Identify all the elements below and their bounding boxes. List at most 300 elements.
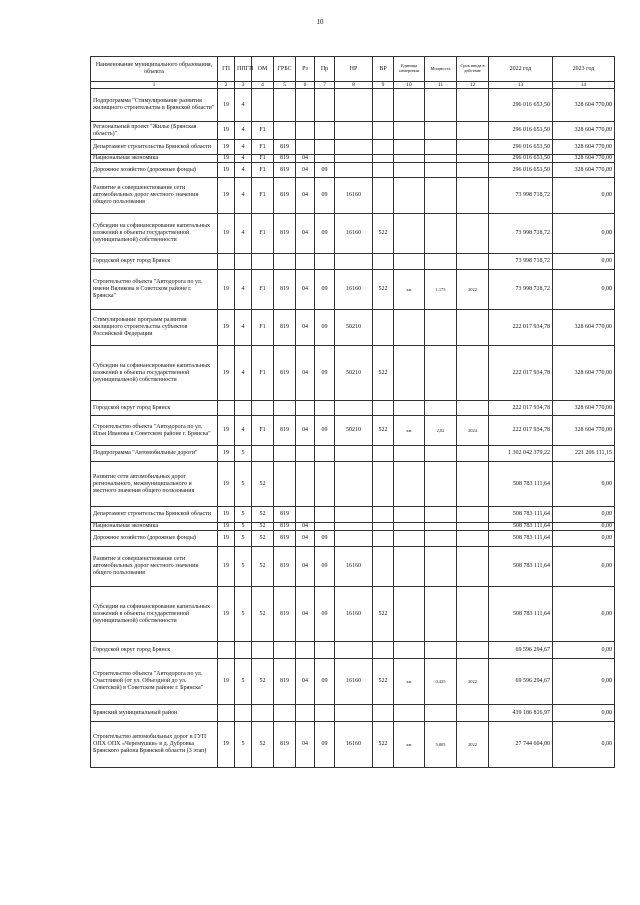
- row-power: [425, 507, 457, 523]
- row-nr: [335, 446, 373, 462]
- row-amount-2023: 0,00: [553, 507, 615, 523]
- row-gp: 19: [218, 140, 235, 155]
- row-year: [457, 346, 489, 401]
- row-vr: [373, 163, 394, 178]
- column-number: 8: [335, 82, 373, 89]
- row-pr: 09: [315, 310, 335, 346]
- row-grbs: [274, 122, 296, 140]
- row-name: Городской округ город Брянск: [91, 254, 218, 270]
- row-gp: 19: [218, 462, 235, 507]
- row-amount-2022: 73 998 718,72: [489, 214, 553, 254]
- row-amount-2023: 0,00: [553, 547, 615, 587]
- row-unit: км: [394, 659, 425, 705]
- row-vr: 522: [373, 416, 394, 446]
- row-grbs: [274, 705, 296, 722]
- column-number: 13: [489, 82, 553, 89]
- row-rz: 04: [296, 163, 315, 178]
- row-amount-2022: 508 783 111,64: [489, 587, 553, 642]
- row-power: 0,425: [425, 659, 457, 705]
- column-number: 10: [394, 82, 425, 89]
- row-gp: [218, 642, 235, 659]
- row-amount-2023: 0,00: [553, 462, 615, 507]
- row-unit: [394, 547, 425, 587]
- column-number: 3: [235, 82, 252, 89]
- row-om: F1: [252, 416, 274, 446]
- row-unit: [394, 346, 425, 401]
- row-amount-2022: 222 017 934,78: [489, 346, 553, 401]
- row-gp: 19: [218, 214, 235, 254]
- row-power: 2,02: [425, 416, 457, 446]
- row-grbs: 819: [274, 310, 296, 346]
- row-amount-2022: 73 998 718,72: [489, 270, 553, 310]
- row-rz: 04: [296, 310, 315, 346]
- row-pr: [315, 401, 335, 416]
- row-pr: 09: [315, 547, 335, 587]
- row-om: F1: [252, 214, 274, 254]
- row-year: 2022: [457, 659, 489, 705]
- row-name: Подпрограмма "Автомобильные дороги": [91, 446, 218, 462]
- row-grbs: [274, 642, 296, 659]
- row-gp: 19: [218, 547, 235, 587]
- row-nr: [335, 140, 373, 155]
- row-ppgp: 5: [235, 587, 252, 642]
- row-grbs: 819: [274, 346, 296, 401]
- table-row: [91, 346, 615, 401]
- row-amount-2023: 328 604 770,00: [553, 163, 615, 178]
- row-rz: [296, 140, 315, 155]
- row-amount-2022: 27 744 604,00: [489, 722, 553, 768]
- row-unit: [394, 705, 425, 722]
- row-pr: 09: [315, 587, 335, 642]
- row-gp: 19: [218, 122, 235, 140]
- row-name: Развитие и совершенствование сети автомобильных дорог местного значения общего пользования: [91, 547, 218, 587]
- row-om: 52: [252, 659, 274, 705]
- row-grbs: [274, 254, 296, 270]
- row-power: [425, 705, 457, 722]
- row-ppgp: 5: [235, 547, 252, 587]
- row-nr: 50210: [335, 416, 373, 446]
- row-vr: [373, 642, 394, 659]
- row-nr: 50210: [335, 310, 373, 346]
- table-row: [91, 531, 615, 547]
- row-amount-2022: 69 596 294,67: [489, 642, 553, 659]
- row-name: Субсидии на софинансирование капитальных вложений в объекты государственной (муниципальной) собственности: [91, 346, 218, 401]
- row-nr: 16160: [335, 214, 373, 254]
- row-amount-2023: 328 604 770,00: [553, 401, 615, 416]
- row-vr: 522: [373, 346, 394, 401]
- row-amount-2022: 296 016 653,50: [489, 122, 553, 140]
- row-amount-2022: 296 016 653,50: [489, 163, 553, 178]
- row-grbs: [274, 89, 296, 122]
- row-amount-2023: 0,00: [553, 178, 615, 214]
- row-name: Департамент строительства Брянской области: [91, 507, 218, 523]
- row-nr: [335, 531, 373, 547]
- row-amount-2022: 508 783 111,64: [489, 523, 553, 531]
- table-row: [91, 446, 615, 462]
- column-number: 11: [425, 82, 457, 89]
- row-pr: 09: [315, 659, 335, 705]
- row-pr: 09: [315, 531, 335, 547]
- row-name: Департамент строительства Брянской области: [91, 140, 218, 155]
- row-vr: [373, 705, 394, 722]
- row-gp: 19: [218, 89, 235, 122]
- row-grbs: 819: [274, 722, 296, 768]
- row-pr: [315, 254, 335, 270]
- header-grbs: ГРБС: [274, 57, 296, 82]
- row-gp: 19: [218, 346, 235, 401]
- row-year: [457, 401, 489, 416]
- column-number: 4: [252, 82, 274, 89]
- row-nr: 16160: [335, 659, 373, 705]
- table-row: [91, 722, 615, 768]
- row-gp: 19: [218, 531, 235, 547]
- row-rz: 04: [296, 523, 315, 531]
- row-year: [457, 446, 489, 462]
- table-row: [91, 89, 615, 122]
- row-name: Строительство объекта "Автодорога по ул. Ильи Иванова в Советском районе г. Брянска": [91, 416, 218, 446]
- row-ppgp: 4: [235, 155, 252, 163]
- row-gp: [218, 254, 235, 270]
- row-vr: [373, 254, 394, 270]
- row-om: [252, 89, 274, 122]
- row-rz: [296, 446, 315, 462]
- row-year: [457, 310, 489, 346]
- column-number: 1: [91, 82, 218, 89]
- row-ppgp: 5: [235, 523, 252, 531]
- row-name: Национальная экономика: [91, 155, 218, 163]
- row-ppgp: [235, 705, 252, 722]
- row-amount-2022: 73 998 718,72: [489, 178, 553, 214]
- row-unit: [394, 254, 425, 270]
- row-vr: [373, 531, 394, 547]
- row-year: [457, 587, 489, 642]
- row-power: [425, 523, 457, 531]
- row-om: F1: [252, 178, 274, 214]
- row-name: Национальная экономика: [91, 523, 218, 531]
- header-row: [91, 57, 615, 82]
- row-ppgp: 5: [235, 462, 252, 507]
- row-unit: [394, 446, 425, 462]
- row-name: Субсидии на софинансирование капитальных вложений в объекты государственной (муниципальной) собственности: [91, 214, 218, 254]
- row-nr: 50210: [335, 346, 373, 401]
- row-ppgp: 4: [235, 270, 252, 310]
- row-amount-2023: 328 604 770,00: [553, 155, 615, 163]
- table-row: [91, 705, 615, 722]
- row-ppgp: [235, 254, 252, 270]
- row-gp: 19: [218, 310, 235, 346]
- header-2022: 2022 год: [489, 57, 553, 82]
- row-rz: [296, 642, 315, 659]
- row-gp: 19: [218, 178, 235, 214]
- row-pr: 09: [315, 178, 335, 214]
- row-grbs: 819: [274, 547, 296, 587]
- row-unit: [394, 507, 425, 523]
- row-gp: 19: [218, 446, 235, 462]
- row-year: 2022: [457, 270, 489, 310]
- row-om: F1: [252, 163, 274, 178]
- row-ppgp: 4: [235, 310, 252, 346]
- row-rz: 04: [296, 346, 315, 401]
- header-rz: Рз: [296, 57, 315, 82]
- row-vr: [373, 310, 394, 346]
- row-rz: [296, 122, 315, 140]
- row-om: 52: [252, 462, 274, 507]
- row-amount-2023: 0,00: [553, 705, 615, 722]
- column-number: 9: [373, 82, 394, 89]
- row-amount-2022: 69 596 294,67: [489, 659, 553, 705]
- table-row: [91, 155, 615, 163]
- row-pr: [315, 523, 335, 531]
- row-pr: [315, 122, 335, 140]
- row-grbs: 819: [274, 140, 296, 155]
- row-unit: [394, 531, 425, 547]
- row-nr: [335, 89, 373, 122]
- row-pr: [315, 446, 335, 462]
- row-ppgp: [235, 401, 252, 416]
- row-gp: 19: [218, 659, 235, 705]
- row-name: Дорожное хозяйство (дорожные фонды): [91, 531, 218, 547]
- row-amount-2022: 1 302 042 379,22: [489, 446, 553, 462]
- row-name: Строительство объекта "Автодорога по ул. Счастливой (от ул. Объездной до ул. Советской) в Советском районе г. Брянска": [91, 659, 218, 705]
- row-gp: 19: [218, 722, 235, 768]
- table-row: [91, 507, 615, 523]
- row-year: [457, 122, 489, 140]
- row-amount-2022: 222 017 934,78: [489, 416, 553, 446]
- row-vr: [373, 178, 394, 214]
- row-pr: [315, 507, 335, 523]
- row-pr: [315, 89, 335, 122]
- row-unit: [394, 587, 425, 642]
- row-amount-2022: 508 783 111,64: [489, 507, 553, 523]
- row-unit: [394, 642, 425, 659]
- header-ppgp: ППГП: [235, 57, 252, 82]
- header-power: Мощность: [425, 57, 457, 82]
- table-row: [91, 310, 615, 346]
- row-grbs: 819: [274, 270, 296, 310]
- row-amount-2022: 508 783 111,64: [489, 531, 553, 547]
- row-vr: [373, 547, 394, 587]
- row-unit: км: [394, 416, 425, 446]
- row-rz: 04: [296, 214, 315, 254]
- row-ppgp: 5: [235, 659, 252, 705]
- row-rz: [296, 507, 315, 523]
- row-grbs: 819: [274, 163, 296, 178]
- row-power: [425, 401, 457, 416]
- table-body: [91, 89, 615, 768]
- row-om: F1: [252, 270, 274, 310]
- row-grbs: 819: [274, 214, 296, 254]
- row-ppgp: 5: [235, 446, 252, 462]
- row-name: Городской округ город Брянск: [91, 642, 218, 659]
- row-name: Региональный проект "Жилье (Брянская область)": [91, 122, 218, 140]
- row-power: [425, 547, 457, 587]
- row-pr: 09: [315, 416, 335, 446]
- row-year: [457, 507, 489, 523]
- row-ppgp: 4: [235, 163, 252, 178]
- row-vr: 522: [373, 270, 394, 310]
- row-name: Городской округ город Брянск: [91, 401, 218, 416]
- row-grbs: 819: [274, 523, 296, 531]
- row-vr: [373, 89, 394, 122]
- table-row: [91, 416, 615, 446]
- row-power: [425, 346, 457, 401]
- row-name: Подпрограмма "Стимулирование развития жилищного строительства в Брянской области": [91, 89, 218, 122]
- row-year: [457, 642, 489, 659]
- row-name: Развитие сети автомобильных дорог регионального, межмуниципального и местного значения общего пользования: [91, 462, 218, 507]
- row-name: Строительство объекта "Автодорога по ул. имени Вяликова в Советском районе г. Брянска": [91, 270, 218, 310]
- row-year: 2024: [457, 416, 489, 446]
- row-gp: 19: [218, 507, 235, 523]
- row-grbs: 819: [274, 155, 296, 163]
- column-number: 2: [218, 82, 235, 89]
- row-vr: 522: [373, 659, 394, 705]
- header-om: ОМ: [252, 57, 274, 82]
- row-year: [457, 523, 489, 531]
- row-rz: 04: [296, 547, 315, 587]
- header-nr: НР: [335, 57, 373, 82]
- row-amount-2022: 508 783 111,64: [489, 547, 553, 587]
- row-vr: [373, 155, 394, 163]
- row-power: [425, 587, 457, 642]
- row-gp: 19: [218, 155, 235, 163]
- column-number: 14: [553, 82, 615, 89]
- row-unit: км: [394, 722, 425, 768]
- row-amount-2023: 0,00: [553, 254, 615, 270]
- row-year: [457, 178, 489, 214]
- header-2023: 2023 год: [553, 57, 615, 82]
- row-nr: [335, 254, 373, 270]
- row-amount-2023: 0,00: [553, 214, 615, 254]
- row-name: Дорожное хозяйство (дорожные фонды): [91, 163, 218, 178]
- column-number: 12: [457, 82, 489, 89]
- row-amount-2023: 0,00: [553, 722, 615, 768]
- row-year: [457, 140, 489, 155]
- row-amount-2023: 0,00: [553, 531, 615, 547]
- row-rz: 04: [296, 659, 315, 705]
- row-pr: [315, 642, 335, 659]
- row-ppgp: 5: [235, 531, 252, 547]
- column-number: 6: [296, 82, 315, 89]
- row-power: [425, 531, 457, 547]
- row-om: F1: [252, 140, 274, 155]
- row-grbs: 819: [274, 507, 296, 523]
- row-power: [425, 254, 457, 270]
- row-om: [252, 642, 274, 659]
- row-year: [457, 155, 489, 163]
- row-unit: [394, 310, 425, 346]
- row-om: [252, 401, 274, 416]
- row-vr: [373, 122, 394, 140]
- row-vr: [373, 446, 394, 462]
- row-amount-2023: 0,00: [553, 642, 615, 659]
- row-rz: 04: [296, 270, 315, 310]
- row-amount-2022: 296 016 653,50: [489, 155, 553, 163]
- column-number: 7: [315, 82, 335, 89]
- table-row: [91, 547, 615, 587]
- table-row: [91, 254, 615, 270]
- row-name: Стимулирование программ развития жилищного строительства субъектов Российской Федерации: [91, 310, 218, 346]
- row-nr: 16160: [335, 722, 373, 768]
- row-om: [252, 446, 274, 462]
- row-amount-2023: 328 604 770,00: [553, 122, 615, 140]
- row-gp: [218, 401, 235, 416]
- row-unit: [394, 178, 425, 214]
- row-rz: [296, 89, 315, 122]
- row-rz: [296, 462, 315, 507]
- header-unit: Единица измерения: [394, 57, 425, 82]
- row-amount-2023: 0,00: [553, 587, 615, 642]
- row-ppgp: 4: [235, 122, 252, 140]
- column-number-row: [91, 82, 615, 89]
- row-pr: 09: [315, 270, 335, 310]
- row-vr: [373, 523, 394, 531]
- row-om: F1: [252, 310, 274, 346]
- row-om: 52: [252, 507, 274, 523]
- row-grbs: 819: [274, 531, 296, 547]
- row-amount-2023: 0,00: [553, 270, 615, 310]
- row-amount-2023: 328 604 770,00: [553, 140, 615, 155]
- row-vr: 522: [373, 587, 394, 642]
- row-vr: [373, 507, 394, 523]
- header-year: Срок ввода в действие: [457, 57, 489, 82]
- row-grbs: 819: [274, 178, 296, 214]
- row-amount-2023: 221 206 111,15: [553, 446, 615, 462]
- row-grbs: 819: [274, 659, 296, 705]
- row-rz: 04: [296, 178, 315, 214]
- row-amount-2022: 296 016 653,50: [489, 140, 553, 155]
- row-om: F1: [252, 346, 274, 401]
- row-name: Субсидии на софинансирование капитальных вложений в объекты государственной (муниципальной) собственности: [91, 587, 218, 642]
- row-amount-2022: 296 016 653,50: [489, 89, 553, 122]
- row-power: [425, 163, 457, 178]
- header-pr: Пр: [315, 57, 335, 82]
- row-om: 52: [252, 722, 274, 768]
- row-om: 52: [252, 523, 274, 531]
- table-row: [91, 214, 615, 254]
- row-nr: 16160: [335, 547, 373, 587]
- row-pr: 09: [315, 214, 335, 254]
- row-unit: [394, 122, 425, 140]
- row-pr: 09: [315, 163, 335, 178]
- row-amount-2022: 439 186 816,97: [489, 705, 553, 722]
- row-om: F1: [252, 155, 274, 163]
- table-row: [91, 587, 615, 642]
- row-gp: [218, 705, 235, 722]
- row-nr: [335, 163, 373, 178]
- row-gp: 19: [218, 523, 235, 531]
- row-power: [425, 122, 457, 140]
- row-amount-2022: 222 017 934,78: [489, 310, 553, 346]
- row-nr: 16160: [335, 178, 373, 214]
- row-unit: [394, 214, 425, 254]
- row-power: [425, 642, 457, 659]
- row-ppgp: 4: [235, 89, 252, 122]
- row-rz: 04: [296, 722, 315, 768]
- row-rz: [296, 401, 315, 416]
- header-vr: ВР: [373, 57, 394, 82]
- row-name: Развитие и совершенствование сети автомобильных дорог местного значения общего пользования: [91, 178, 218, 214]
- row-power: 5,005: [425, 722, 457, 768]
- row-power: [425, 446, 457, 462]
- row-name: Строительство автомобильных дорог в ГУП ОПХ ОПХ «Черемушки» в д. Дубровка Брянского района Брянской области (3 этап): [91, 722, 218, 768]
- table-row: [91, 523, 615, 531]
- row-amount-2023: 0,00: [553, 523, 615, 531]
- row-unit: [394, 163, 425, 178]
- row-vr: 522: [373, 722, 394, 768]
- row-power: [425, 462, 457, 507]
- row-unit: [394, 140, 425, 155]
- row-gp: 19: [218, 587, 235, 642]
